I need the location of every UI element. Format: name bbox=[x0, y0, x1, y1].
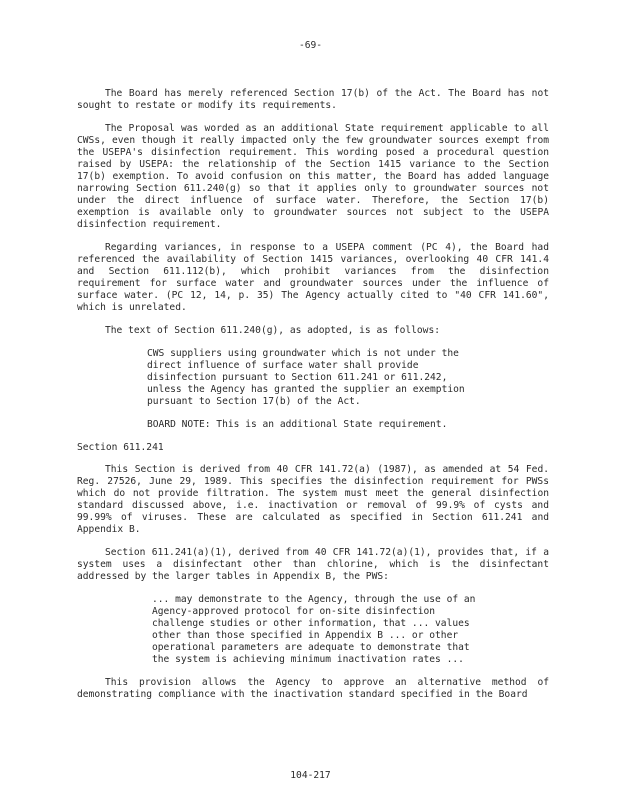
paragraph-3: Regarding variances, in response to a USEPA comment (PC 4), the Board had referenced the availability of Section 1415 variances, overlooking 40 CFR 141.4 and Section 611.112(b), which prohibit variances from the disinfection requirement for surface water and groundwater sources under the influence of surface water. (PC 12, 14, p. 35) The Agency actually cited to "40 CFR 141.60", which is unrelated. bbox=[77, 242, 549, 313]
paragraph-7: This provision allows the Agency to approve an alternative method of demonstrating compliance with the inactivation standard specified in the Board bbox=[77, 677, 549, 700]
block-quote-1: CWS suppliers using groundwater which is not under the direct influence of surface water shall provide disinfection pursuant to Section 611.241 or 611.242, unless the Agency has granted the supplier an exemption pursuant to Section 17(b) of the Act. bbox=[147, 348, 465, 407]
paragraph-6: Section 611.241(a)(1), derived from 40 CFR 141.72(a)(1), provides that, if a system uses a disinfectant other than chlorine, which is the disinfectant addressed by the larger tables in Appendix B, the PWS: bbox=[77, 547, 549, 582]
paragraph-4: The text of Section 611.240(g), as adopted, is as follows: bbox=[105, 325, 441, 336]
paragraph-2: The Proposal was worded as an additional State requirement applicable to all CWSs, even though it really impacted only the few groundwater sources exempt from the USEPA's disinfection requirement. This wording posed a procedural question raised by USEPA: the relationship of the Section 1415 variance to the Section 17(b) exemption. To avoid confusion on this matter, the Board has added language narrowing Section 611.240(g) so that it applies only to groundwater sources not under the direct influence of surface water. Therefore, the Section 17(b) exemption is available only to groundwater sources not subject to the USEPA disinfection requirement. bbox=[77, 123, 549, 230]
section-heading: Section 611.241 bbox=[77, 442, 164, 453]
paragraph-1: The Board has merely referenced Section 17(b) of the Act. The Board has not sought to restate or modify its requirements. bbox=[77, 88, 549, 111]
page-footer-reference: 104-217 bbox=[290, 770, 331, 781]
block-quote-2: ... may demonstrate to the Agency, through the use of an Agency-approved protocol for on-site disinfection challenge studies or other information, that ... values other than those specified in Appendix B ... or other operational parameters are adequate to demonstrate that the system is achieving minimum inactivation rates ... bbox=[152, 594, 476, 665]
page-number: -69- bbox=[298, 40, 323, 51]
board-note: BOARD NOTE: This is an additional State requirement. bbox=[147, 419, 448, 430]
document-body bbox=[77, 88, 549, 712]
paragraph-5: This Section is derived from 40 CFR 141.72(a) (1987), as amended at 54 Fed. Reg. 27526, June 29, 1989. This specifies the disinfection requirement for PWSs which do not provide filtration. The system must meet the general disinfection standard discussed above, i.e. inactivation or removal of 99.9% of cysts and 99.99% of viruses. These are calculated as specified in Section 611.241 and Appendix B. bbox=[77, 464, 549, 535]
